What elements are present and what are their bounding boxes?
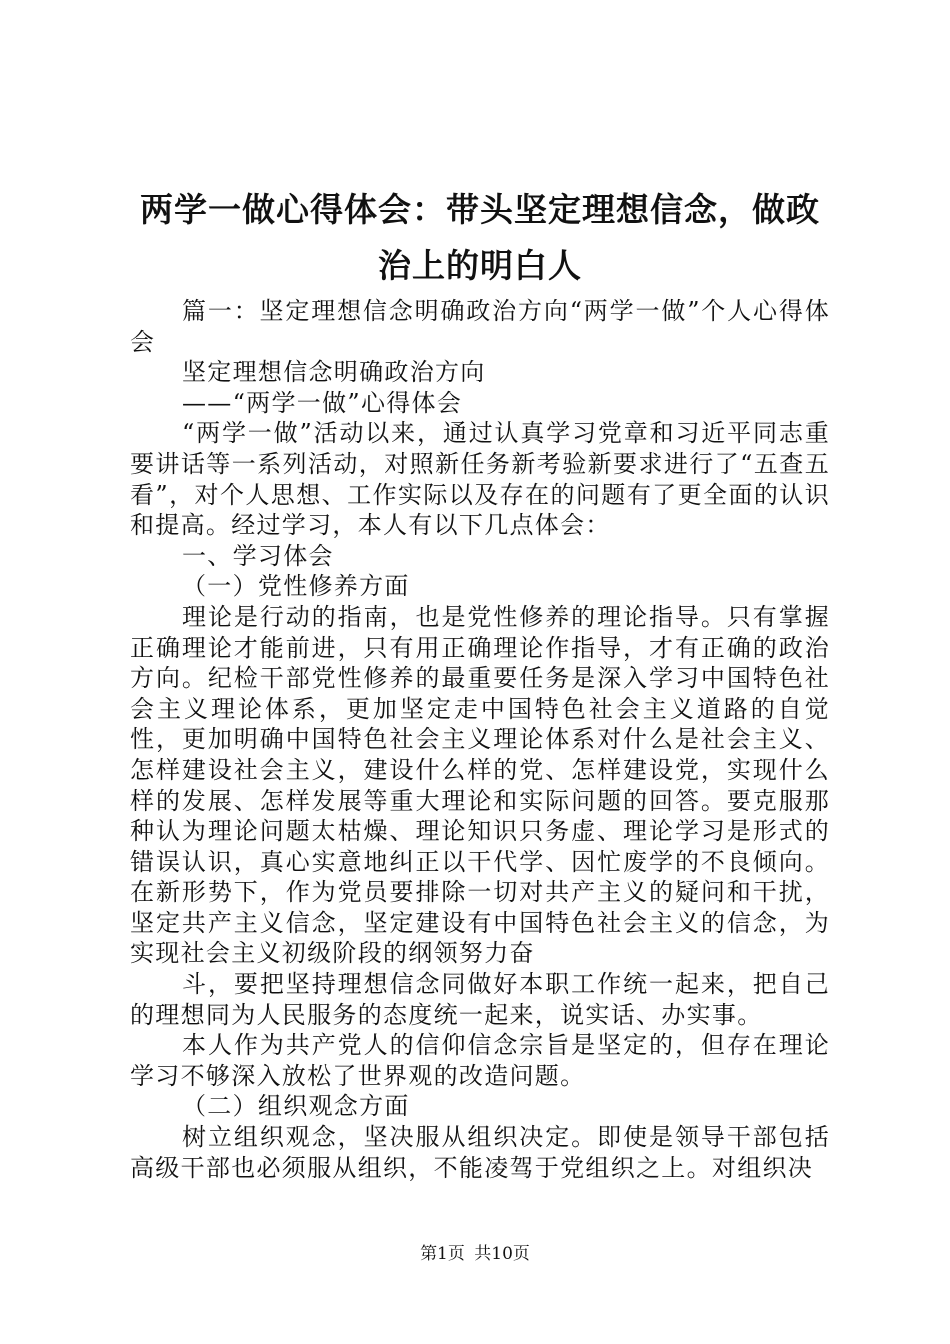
page-total: 共10页	[474, 1244, 530, 1264]
paragraph-heading-study: 一、学习体会	[182, 541, 334, 570]
paragraph-heading-party-spirit: （一）党性修养方面	[182, 572, 410, 601]
document-title-line-2: 治上的明白人	[378, 246, 582, 285]
paragraph-subtitle-dash: ——“两学一做”心得体会	[182, 388, 463, 417]
document-body	[130, 296, 830, 1183]
paragraph-heading-organization: （二）组织观念方面	[182, 1092, 410, 1121]
paragraph-struggle: 斗，要把坚持理想信念同做好本职工作统一起来，把自己的理想同为人民服务的态度统一起来，说实话、办实事。	[130, 970, 830, 1029]
paragraph-organization: 树立组织观念，坚决服从组织决定。即使是领导干部包括高级干部也必须服从组织，不能凌驾于党组织之上。对组织决	[130, 1123, 830, 1182]
paragraph-section-heading: 篇一：坚定理想信念明确政治方向“两学一做”个人心得体会	[130, 297, 830, 356]
page-footer	[0, 1243, 950, 1265]
paragraph-self-assessment: 本人作为共产党人的信仰信念宗旨是坚定的，但存在理论学习不够深入放松了世界观的改造问题。	[130, 1031, 830, 1090]
paragraph-subtitle: 坚定理想信念明确政治方向	[182, 358, 486, 387]
paragraph-intro: “两学一做”活动以来，通过认真学习党章和习近平同志重要讲话等一系列活动，对照新任务新考验新要求进行了“五查五看”，对个人思想、工作实际以及存在的问题有了更全面的认识和提高。经过学习，本人有以下几点体会：	[130, 419, 830, 540]
paragraph-theory: 理论是行动的指南，也是党性修养的理论指导。只有掌握正确理论才能前进，只有用正确理论作指导，才有正确的政治方向。纪检干部党性修养的最重要任务是深入学习中国特色社会主义理论体系，更加坚定走中国特色社会主义道路的自觉性，更加明确中国特色社会主义理论体系对什么是社会主义、怎样建设社会主义，建设什么样的党、怎样建设党，实现什么样的发展、怎样发展等重大理论和实际问题的回答。要克服那种认为理论问题太枯燥、理论知识只务虚、理论学习是形式的错误认识，真心实意地纠正以干代学、因忙废学的不良倾向。在新形势下，作为党员要排除一切对共产主义的疑问和干扰，坚定共产主义信念，坚定建设有中国特色社会主义的信念，为实现社会主义初级阶段的纲领努力奋	[130, 602, 830, 968]
page-number: 第1页	[420, 1244, 465, 1264]
document-title-line-1: 两学一做心得体会：带头坚定理想信念，做政	[140, 190, 820, 229]
